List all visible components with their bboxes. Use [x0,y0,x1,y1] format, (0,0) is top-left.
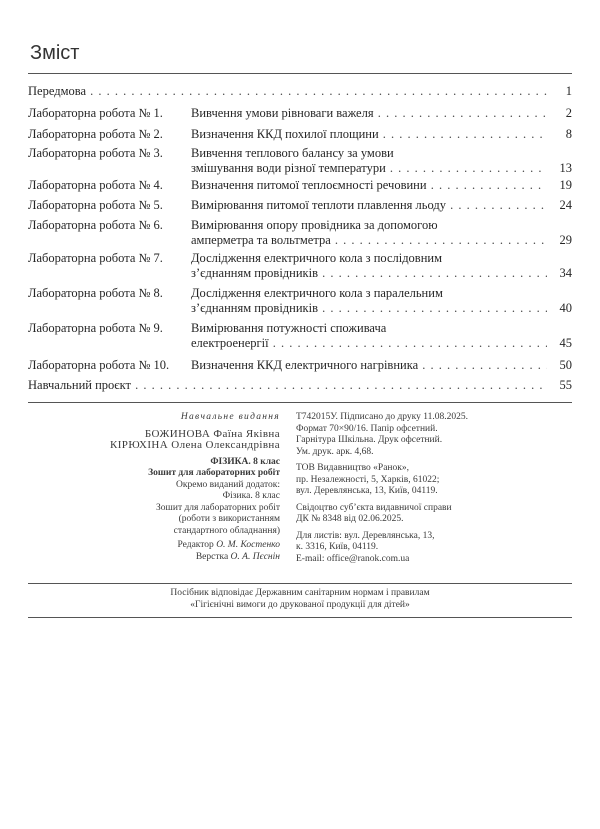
toc-item-page: 24 [559,198,572,212]
toc-item-label: Лабораторна робота № 4. [28,178,163,192]
toc-item-title: Дослідження електричного кола з послідовним [191,251,443,265]
heading-rule [28,73,572,74]
toc-item-page: 50 [559,358,572,372]
toc-item-label: Лабораторна робота № 6. [28,218,163,232]
toc-item-label: Лабораторна робота № 7. [28,251,163,265]
toc-item-title: Передмова . . . [28,84,547,99]
toc-item-title-cont: з’єднанням провідників . . . [191,266,547,281]
toc-item-title: Визначення ККД електричного нагрівника . . . [191,358,547,373]
toc-item-page: 13 [559,161,572,175]
sanitary-note [28,588,572,611]
sanitary-note-line-1: Посібник відповідає Державним санітарним нормам і правилам [170,588,430,598]
layout-label: Верстка [195,551,229,562]
format-line: Формат 70×90/16. Папір офсетний. [296,423,438,434]
toc-item-title: Вивчення умови рівноваги важеля . . . [191,106,547,121]
imprint-bottom-rule [28,583,572,584]
toc-item-title: Визначення ККД похилої площини . . . [191,127,547,142]
publisher-address-1: пр. Незалежності, 5, Харків, 61022; [296,474,440,485]
mail-line-1: Для листів: вул. Деревлянська, 13, [296,530,435,541]
toc-item-page: 19 [559,178,572,192]
toc-item-title: Визначення питомої теплоємності речовини . . . [191,178,547,193]
imprint-right [296,412,568,565]
supplement-note-1: (роботи з використанням [178,514,280,524]
signed-line: Т742015У. Підписано до друку 11.08.2025. [296,412,469,422]
edition-type: Навчальне видання [180,412,280,422]
toc-item-title-cont: з’єднанням провідників . . . [191,301,547,316]
supplement-title: Фізика. 8 клас [222,491,280,501]
author-2: КІРЮХІНА Олена Олександрівна [110,439,280,451]
toc-item-page: 29 [559,233,572,247]
toc-item-page: 40 [559,301,572,315]
toc-item-label: Лабораторна робота № 1. [28,106,163,120]
editor-label: Редактор [177,540,214,550]
toc-item-title: Навчальний проєкт . . . [28,378,547,393]
typeface-line: Гарнітура Шкільна. Друк офсетний. [296,435,443,445]
toc-item-label: Лабораторна робота № 3. [28,146,163,160]
toc-item-page: 1 [565,84,572,98]
supplement-label: Окремо виданий додаток: [176,479,280,490]
toc-item-label: Лабораторна робота № 5. [28,198,163,212]
toc-item-title: Вимірювання потужності споживача [191,321,387,335]
layout-name: О. А. Пєснін [230,551,280,562]
toc-item-page: 8 [565,127,572,141]
toc-item-title: Вимірювання опору провідника за допомогою [191,218,438,232]
imprint-left [28,412,280,563]
email-line[interactable]: E-mail: office@ranok.com.ua [296,553,410,564]
mail-line-2: к. 3316, Київ, 04119. [296,542,379,552]
toc-item-page: 45 [559,336,572,350]
toc-item-title-cont: амперметра та вольтметра . . . [191,233,547,248]
toc-item-label: Лабораторна робота № 9. [28,321,163,335]
toc-item-page: 2 [565,106,572,120]
certificate-line-1: Свідоцтво суб’єкта видавничої справи [296,502,452,513]
toc-item-label: Лабораторна робота № 2. [28,127,163,141]
book-title: ФІЗИКА. 8 клас [210,456,280,467]
toc-item-title: Дослідження електричного кола з паралельним [191,286,443,300]
publisher-address-2: вул. Деревлянська, 13, Київ, 04119. [296,486,438,496]
sanitary-note-line-2: «Гігієнічні вимоги до друкованої продукції для дітей» [190,599,410,610]
toc-item-label: Лабораторна робота № 10. [28,358,170,372]
editor-line [28,540,280,552]
toc-item-page: 55 [559,378,572,392]
toc-item-title: Вимірювання питомої теплоти плавлення льоду . . . [191,198,547,213]
publisher-name: ТОВ Видавництво «Ранок», [296,463,409,473]
toc-item-title-cont: електроенергії . . . [191,336,547,351]
page-title: Зміст [30,42,80,64]
toc-item-label: Лабораторна робота № 8. [28,286,163,300]
book-subtitle: Зошит для лабораторних робіт [148,468,280,478]
certificate-line-2: ДК № 8348 від 02.06.2025. [296,514,404,524]
toc-item-title-cont: змішування води різної температури . . . [191,161,547,176]
editor-name: О. М. Костенко [216,540,280,550]
toc-item-title: Вивчення теплового балансу за умови [191,146,394,160]
sheets-line: Ум. друк. арк. 4,68. [296,446,374,457]
layout-line [28,552,280,564]
toc-item-page: 34 [559,266,572,280]
supplement-note-2: стандартного обладнання) [173,525,280,536]
footer-rule [28,617,572,618]
author-1: БОЖИНОВА Фаїна Яківна [144,427,280,440]
supplement-subtitle: Зошит для лабораторних робіт [156,502,280,513]
imprint-top-rule [28,402,572,403]
